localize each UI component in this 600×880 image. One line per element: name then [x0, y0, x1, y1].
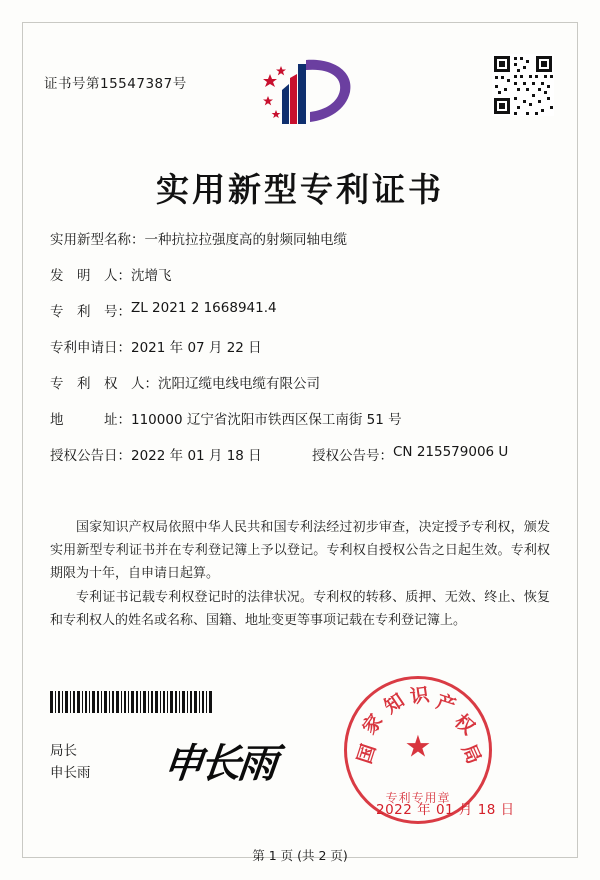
seal-bottom-text: 专利专用章 [385, 791, 451, 805]
field-row-inventor [50, 264, 556, 300]
signature-block [50, 740, 91, 784]
field-label: 地 址： [50, 412, 131, 428]
field-label: 专 利 权 人： [50, 376, 158, 392]
field-row-invention-name [50, 228, 556, 264]
seal-char: 权 [450, 710, 479, 740]
field-row-application-date [50, 336, 556, 372]
seal-char: 知 [380, 689, 409, 719]
field-value: 沈阳辽缆电线电缆有限公司 [158, 376, 320, 392]
grant-number-value: CN 215579006 U [393, 444, 509, 460]
field-label: 发 明 人： [50, 268, 131, 284]
signature-title: 局长 [50, 743, 77, 759]
barcode-icon [50, 691, 216, 713]
grant-number-label: 授权公告号： [312, 448, 393, 464]
grant-date-value: 2022 年 01 月 18 日 [131, 448, 262, 464]
certificate-number: 证书号第15547387号 [44, 76, 187, 92]
seal-char: 识 [408, 683, 431, 709]
seal-char: 局 [457, 740, 486, 768]
field-value: ZL 2021 2 1668941.4 [131, 300, 277, 316]
certificate-content [44, 46, 556, 863]
field-value: 2021 年 07 月 22 日 [131, 340, 262, 356]
seal-char: 国 [353, 741, 381, 767]
field-label: 实用新型名称： [50, 232, 145, 248]
page-footer: 第 1 页 (共 2 页) [252, 848, 348, 863]
field-value: 沈增飞 [131, 268, 172, 284]
seal-date: 2022 年 01 月 18 日 [376, 802, 515, 818]
field-label: 专利申请日： [50, 340, 131, 356]
field-list [50, 228, 556, 480]
page-title: 实用新型专利证书 [156, 170, 444, 209]
field-row-grant [50, 444, 556, 480]
seal-char: 产 [433, 690, 459, 718]
seal-char: 家 [358, 710, 388, 739]
field-row-patentee [50, 372, 556, 408]
grant-date-label: 授权公告日： [50, 448, 131, 464]
qr-code-icon [492, 54, 554, 116]
field-value: 一种抗拉拉强度高的射频同轴电缆 [144, 232, 347, 248]
patent-office-logo-icon [254, 52, 364, 132]
field-row-patent-number [50, 300, 556, 336]
star-emblem-icon: ★ [404, 730, 432, 764]
field-value: 110000 辽宁省沈阳市铁西区保工南街 51 号 [131, 412, 402, 428]
field-row-address [50, 408, 556, 444]
paragraph-registry-statement: 专利证书记载专利权登记时的法律状况。专利权的转移、质押、无效、终止、恢复和专利权人的姓名或名称、国籍、地址变更等事项记载在专利登记簿上。 [50, 590, 550, 628]
paragraph-grant-statement: 国家知识产权局依照中华人民共和国专利法经过初步审查，决定授予专利权，颁发实用新型专利证书并在专利登记簿上予以登记。专利权自授权公告之日起生效。专利权期限为十年，自申请日起算。 [50, 520, 550, 581]
signature-name: 申长雨 [50, 765, 91, 781]
field-label: 专 利 号： [50, 304, 131, 320]
handwritten-signature: 申长雨 [161, 740, 277, 787]
